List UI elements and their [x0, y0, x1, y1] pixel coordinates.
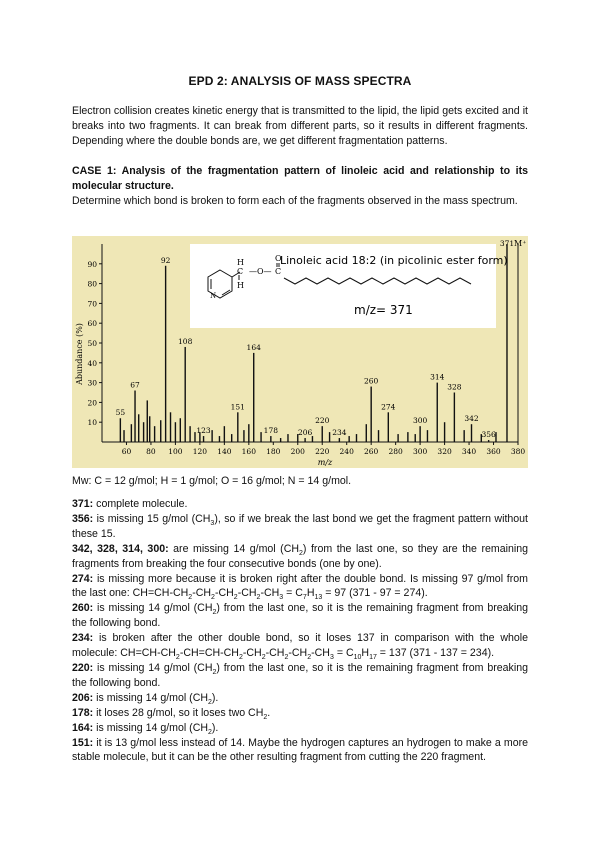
x-tick-label: 300 — [412, 447, 428, 456]
svg-text:C: C — [237, 267, 244, 276]
x-tick-label: 260 — [364, 447, 379, 456]
ring-n-label: N — [210, 292, 217, 300]
x-tick-label: 220 — [315, 447, 330, 456]
fragment-text: are missing 14 g/mol $(CH_2)$ from the last one, so they are the remaining fragments from breaking the four consecutive bonds (one by one). — [72, 542, 528, 570]
spectrum-peak — [419, 426, 420, 442]
spectrum-peak — [454, 393, 455, 443]
x-tick-label: 380 — [510, 447, 526, 456]
intro-paragraph: Electron collision creates kinetic energy that is transmitted to the lipid, the lipid gets excited and it breaks into two fragments. It can break from different parts, so it results in different fragments. Depending where the double bonds are, we get different fragmentation patterns. — [72, 105, 528, 147]
fragment-text: it is 13 g/mol less instead of 14. Maybe the hydrogen captures an hydrogen to make a more stable molecule, but it can be the other resulting fragment from cutting the 220 fragment. — [72, 736, 528, 764]
fragment-key: 234: — [72, 632, 94, 645]
spectrum-peak — [237, 412, 238, 442]
spectrum-peak — [131, 424, 132, 442]
fragment-key: 178: — [72, 706, 94, 719]
peak-label: 178 — [263, 426, 279, 436]
case1-description: Determine which bond is broken to form each of the fragments observed in the mass spectrum. — [72, 195, 518, 207]
x-tick-label: 340 — [461, 447, 477, 456]
spectrum-peak — [287, 434, 288, 442]
molecular-ion-label: M⁺ — [514, 239, 527, 248]
spectrum-peak — [160, 420, 161, 442]
spectrum-peak — [260, 432, 261, 442]
fragment-item — [72, 706, 528, 721]
spectrum-peak — [219, 436, 220, 442]
page-title: EPD 2: ANALYSIS OF MASS SPECTRA — [188, 74, 412, 88]
spectrum-peak — [248, 424, 249, 442]
peak-label: 206 — [297, 428, 313, 438]
svg-text:H: H — [237, 281, 244, 290]
spectrum-peak — [366, 424, 367, 442]
y-tick-label: 10 — [87, 418, 97, 428]
spectrum-peak — [211, 430, 212, 442]
spectrum-peak — [253, 353, 254, 442]
x-tick-label: 140 — [217, 447, 232, 456]
peak-label: 151 — [230, 402, 245, 412]
mass-spectrum-chart — [72, 236, 528, 468]
fragment-item — [72, 497, 528, 512]
spectrum-peak — [397, 434, 398, 442]
x-tick-label: 180 — [266, 447, 281, 456]
x-tick-label: 160 — [241, 447, 256, 456]
spectrum-peak — [134, 391, 135, 442]
spectrum-peak — [170, 412, 171, 442]
spectrum-peak — [370, 387, 371, 442]
spectrum-peak — [415, 434, 416, 442]
spectrum-peak — [243, 430, 244, 442]
y-tick-label: 80 — [87, 279, 97, 289]
y-tick-label: 40 — [87, 358, 97, 368]
spectrum-peak — [506, 244, 507, 442]
fragment-item — [72, 691, 528, 706]
spectrum-peak — [175, 422, 176, 442]
svg-text:C: C — [275, 267, 282, 276]
molar-weight-line: Mw: C = 12 g/mol; H = 1 g/mol; O = 16 g/mol; N = 14 g/mol. — [72, 475, 352, 487]
fragment-key: 274: — [72, 572, 94, 585]
peak-label: 220 — [315, 416, 330, 426]
peak-label: 234 — [332, 428, 347, 438]
x-tick-label: 120 — [192, 447, 208, 456]
spectrum-peak — [149, 416, 150, 442]
fragment-text: is missing more because it is broken right after the double bond. Is missing 97 g/mol from the last one: $CH=CH-CH_2-CH_2-CH_2-CH_2-CH_3 = C_7H_{13} = 97$ (371 - 97 = 274). — [72, 572, 528, 602]
x-tick-label: 200 — [290, 447, 305, 456]
y-tick-label: 70 — [87, 299, 97, 309]
fragment-text: is missing 14 g/mol $(CH_2)$ from the last one, so it is the remaining fragment from breaking the following bond. — [72, 602, 528, 630]
spectrum-peak — [189, 426, 190, 442]
x-tick-label: 320 — [437, 447, 452, 456]
peak-label: 67 — [130, 380, 140, 390]
fragment-item — [72, 736, 528, 766]
peak-label: 314 — [430, 372, 445, 382]
spectrum-peak — [231, 434, 232, 442]
fragment-text: it loses 28 g/mol, so it loses two $CH_2$. — [93, 706, 271, 721]
structure-inset — [190, 244, 508, 328]
fragment-key: 206: — [72, 691, 94, 704]
spectrum-peak — [329, 432, 330, 442]
fragment-text: is missing 15 g/mol $(CH_3)$, so if we break the last bond we get the fragment pattern without these 15. — [72, 512, 529, 540]
spectrum-peak — [463, 430, 464, 442]
spectrum-peak — [444, 422, 445, 442]
spectrum-peak — [123, 430, 124, 442]
fragment-item — [72, 661, 528, 691]
fragment-key: 260: — [72, 602, 94, 615]
fragment-item — [72, 512, 528, 542]
spectrum-peak — [348, 436, 349, 442]
spectrum-peak — [322, 426, 323, 442]
spectrum-peak — [147, 400, 148, 442]
spectrum-peak — [138, 414, 139, 442]
fragment-text: is missing 14 g/mol $(CH_2)$ from the last one, so it is the remaining fragment from breaking the following bond. — [72, 661, 528, 689]
x-tick-label: 360 — [486, 447, 501, 456]
spectrum-peak — [339, 438, 340, 442]
fragment-text: is missing 14 g/mol $(CH_2)$. — [93, 691, 219, 706]
x-tick-label: 100 — [168, 447, 183, 456]
spectrum-peak — [185, 347, 186, 442]
peak-label: 371 — [499, 239, 515, 248]
spectrum-peak — [203, 436, 204, 442]
x-tick-label: 280 — [388, 447, 403, 456]
spectrum-peak — [378, 430, 379, 442]
fragment-key: 356: — [72, 512, 94, 525]
fragment-key: 342, 328, 314, 300: — [72, 542, 169, 555]
case1-title: CASE 1: Analysis of the fragmentation pattern of linoleic acid and relationship to its molecular structure. — [72, 165, 528, 192]
y-tick-label: 20 — [87, 398, 97, 408]
peak-label: 260 — [364, 376, 379, 386]
fragment-text: is missing 14 g/mol $(CH_2)$. — [93, 721, 219, 736]
spectrum-peak — [154, 426, 155, 442]
y-tick-label: 60 — [87, 319, 97, 329]
x-axis-label: m/z — [317, 458, 333, 467]
svg-text:O: O — [275, 254, 282, 263]
peak-label: 342 — [464, 414, 479, 424]
y-tick-label: 30 — [87, 378, 97, 388]
spectrum-peak — [270, 436, 271, 442]
peak-label: 164 — [246, 342, 261, 352]
spectrum-peak — [143, 422, 144, 442]
peak-label: 356 — [481, 430, 496, 440]
peak-label: 108 — [178, 336, 193, 346]
spectrum-peak — [180, 418, 181, 442]
spectrum-peak — [388, 412, 389, 442]
fragment-list — [72, 497, 528, 765]
x-tick-label: 60 — [121, 447, 132, 456]
spectrum-peak — [437, 383, 438, 442]
spectrum-peak — [224, 426, 225, 442]
fragment-item — [72, 631, 528, 661]
spectrum-peak — [280, 438, 281, 442]
spectrum-peak — [356, 434, 357, 442]
fragment-item — [72, 721, 528, 736]
fragment-text: complete molecule. — [93, 498, 188, 510]
spectrum-peak — [407, 432, 408, 442]
inset-title: Linoleic acid 18:2 (in picolinic ester form) — [280, 254, 508, 267]
spectrum-peak — [304, 438, 305, 442]
spectrum-peak — [120, 418, 121, 442]
fragment-key: 220: — [72, 661, 94, 674]
fragment-key: 371: — [72, 498, 94, 510]
y-tick-label: 50 — [87, 339, 97, 348]
fragment-item — [72, 572, 528, 602]
peak-label: 300 — [412, 416, 428, 426]
svg-text:—O—: —O— — [249, 267, 272, 276]
fragment-key: 164: — [72, 721, 94, 734]
peak-label: 55 — [115, 408, 126, 418]
spectrum-peak — [165, 266, 166, 442]
peak-label: 92 — [160, 255, 171, 265]
spectrum-peak — [427, 430, 428, 442]
x-tick-label: 240 — [339, 447, 354, 456]
x-tick-label: 80 — [146, 447, 156, 456]
peak-label: 123 — [196, 426, 211, 436]
inset-mz: m/z= 371 — [354, 303, 413, 317]
peak-label: 328 — [447, 382, 462, 392]
fragment-key: 151: — [72, 736, 94, 749]
y-tick-label: 90 — [87, 259, 97, 269]
y-axis-label: Abundance (%) — [75, 323, 84, 385]
fragment-item — [72, 542, 528, 572]
peak-label: 274 — [381, 402, 396, 412]
fragment-item — [72, 601, 528, 631]
spectrum-peak — [471, 424, 472, 442]
svg-text:H: H — [237, 258, 244, 267]
fragment-text: is broken after the other double bond, so it loses 137 in comparison with the whole molecule: $CH=CH-CH_2-CH=CH-CH_2-CH_2-CH_2-CH_2-CH_3 = C_{10}H_{17} = 137$ (371 - 137 = 234). — [72, 632, 528, 662]
